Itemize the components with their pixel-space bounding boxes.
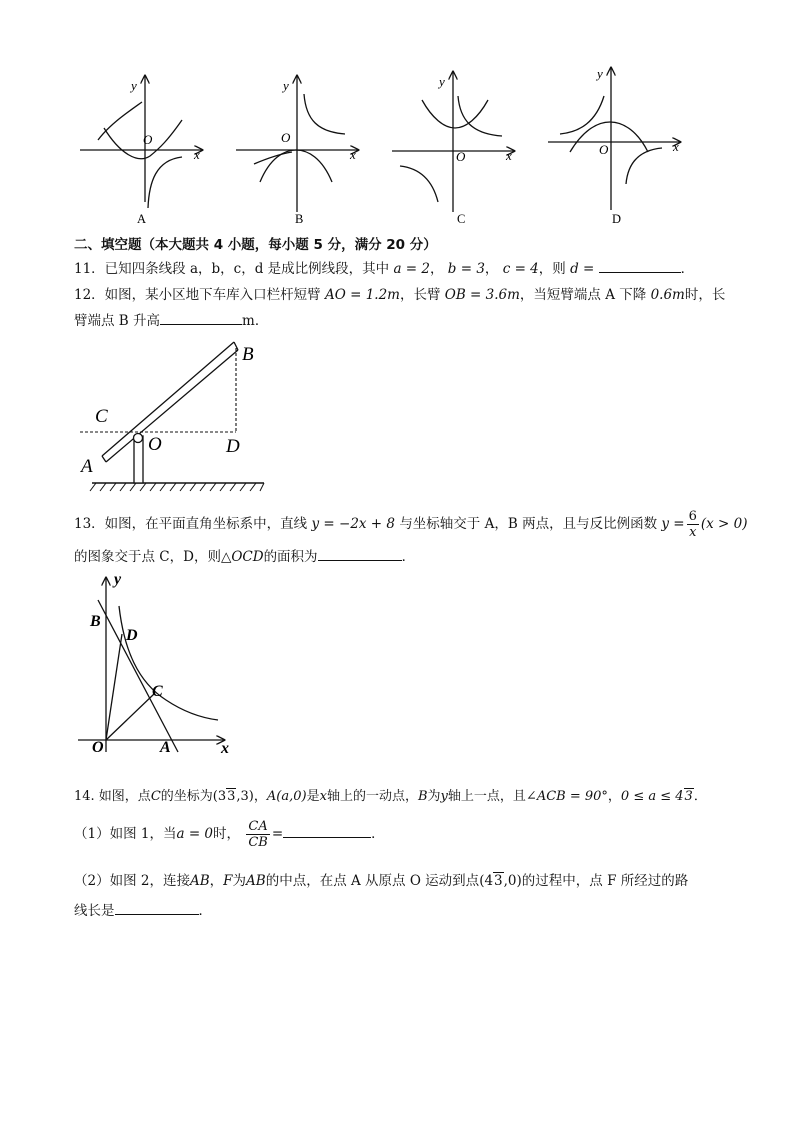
q13-line2-suffix: 的面积为 [263,549,318,565]
fig12-label-b: B [242,344,254,365]
q11-ask: ，则 [538,261,566,277]
option-label-b: B [295,212,304,226]
q12-ao: AO = 1.2m [324,287,400,303]
q12-answer-blank[interactable] [160,312,242,325]
question-14-part1: （1）如图 1，当a = 0时， $\frac{CA}{CB}$ = ． [74,819,385,850]
q13-prefix: 13．如图，在平面直角坐标系中，直线 [74,516,308,532]
q13-mid: 与坐标轴交于 A，B 两点，且与反比例函数 [399,516,658,532]
fig12-label-d: D [226,436,240,457]
question-12 [74,286,725,304]
fig12-label-o: O [148,434,162,455]
fig13-label-d: D [126,627,138,644]
origin-label: O [143,132,153,147]
q13-line2-prefix: 的图象交于点 C，D，则 [74,549,221,565]
fig12-label-c: C [95,406,108,427]
q13-answer-blank[interactable] [318,548,402,561]
question-11: 11．已知四条线段 a，b，c，d 是成比例线段，其中 a = 2， b = 3， c = 4，则 d = ． [74,261,695,277]
q12-drop: 0.6m [650,287,685,303]
q13-func-den: x [689,525,697,540]
fig13-label-x: x [221,740,229,756]
option-label-a: A [137,212,147,226]
graph-d [548,66,680,210]
q14-s1-fraction: $\frac{CA}{CB}$ [248,819,268,850]
q11-answer-blank[interactable] [599,260,681,273]
graph-b [236,76,358,212]
q14-coord-c: (33,3) [212,789,254,804]
q12-mid2: ，当短臂端点 A 下降 [519,287,647,303]
q14-s2-answer-blank[interactable] [115,902,199,915]
question-14: 14. 如图，点C的坐标为(33,3)，A(a,0)是x轴上的一动点，B为y轴上一点，且∠ACB = 90°，0 ≤ a ≤ 43． [74,789,707,804]
q12-line2-prefix: 臂端点 B 升高 [74,313,161,329]
period: ． [680,261,695,277]
q12-end1: 时，长 [684,287,726,303]
section-heading: 二、填空题（本大题共 4 小题，每小题 5 分，满分 20 分） [74,237,437,253]
question-14-part2: （2）如图 2，连接AB，F为AB的中点，在点 A 从原点 O 运动到点(43,0)的过程中，点 F 所经过的路 [74,873,689,889]
axis-y-label: y [283,78,289,93]
q11-eq-b: b = 3 [447,261,485,277]
q14-c: C [150,789,161,804]
q13-triangle: △OCD [220,549,264,565]
q12-figure [76,338,276,494]
q14-s1-prefix: （1）如图 1，当 [74,826,177,842]
axis-x-label: x [673,139,679,154]
origin-label: O [456,149,466,164]
axis-x-label: x [350,147,356,162]
q13-fraction [687,509,699,540]
fig13-label-c: C [152,683,163,700]
question-13 [74,504,748,544]
axis-x-label: x [506,148,512,163]
fig13-label-y: y [114,571,122,588]
fig13-label-a: A [160,739,171,756]
option-label-c: C [457,212,466,226]
q13-line-eq: y = −2x + 8 [311,516,396,532]
fig13-label-b: B [90,613,101,630]
period: ． [401,549,416,565]
q12-prefix: 12．如图，某小区地下车库入口栏杆短臂 [74,287,321,303]
graph-c [392,72,514,212]
graph-a [80,76,202,208]
q13-func-lhs: y = [661,516,685,532]
fig12-label-a: A [81,456,93,477]
q14-range: 0 ≤ a ≤ 43 [620,789,693,804]
q14-s2-point: (43,0) [479,873,522,889]
question-14-part2-line2: 线长是 ． [74,903,212,919]
q11-eq-a: a = 2 [393,261,430,277]
choice-graphs [70,62,700,232]
q12-mid: ，长臂 [399,287,441,303]
q14-p1: 14. 如图，点 [74,789,151,804]
origin-label: O [281,130,291,145]
fig13-label-o: O [92,739,104,756]
q13-func-cond: (x > 0) [700,516,748,532]
axis-y-label: y [439,74,445,89]
q12-ob: OB = 3.6m [444,287,520,303]
q12-unit: m． [242,313,269,329]
question-13-line2 [74,548,415,566]
q11-eq-d: d = [570,261,595,277]
option-label-d: D [612,212,622,226]
question-12-line2 [74,312,268,330]
q14-a-coord: A(a,0) [266,789,307,804]
axis-x-label: x [194,147,200,162]
q14-s1-answer-blank[interactable] [283,825,371,838]
q14-angle: ∠ACB = 90° [525,789,608,804]
axis-y-label: y [597,66,603,81]
q14-p2: 的坐标为 [160,789,213,804]
q11-eq-c: c = 4 [502,261,539,277]
origin-label: O [599,142,609,157]
q14-s1-cond: a = 0 [176,826,214,842]
q14-s1-mid: 时， [213,826,241,842]
q11-prefix: 11．已知四条线段 a，b，c，d 是成比例线段，其中 [74,261,390,277]
q13-figure [76,570,236,756]
q13-func-num: 6 [688,509,697,524]
axis-y-label: y [131,78,137,93]
